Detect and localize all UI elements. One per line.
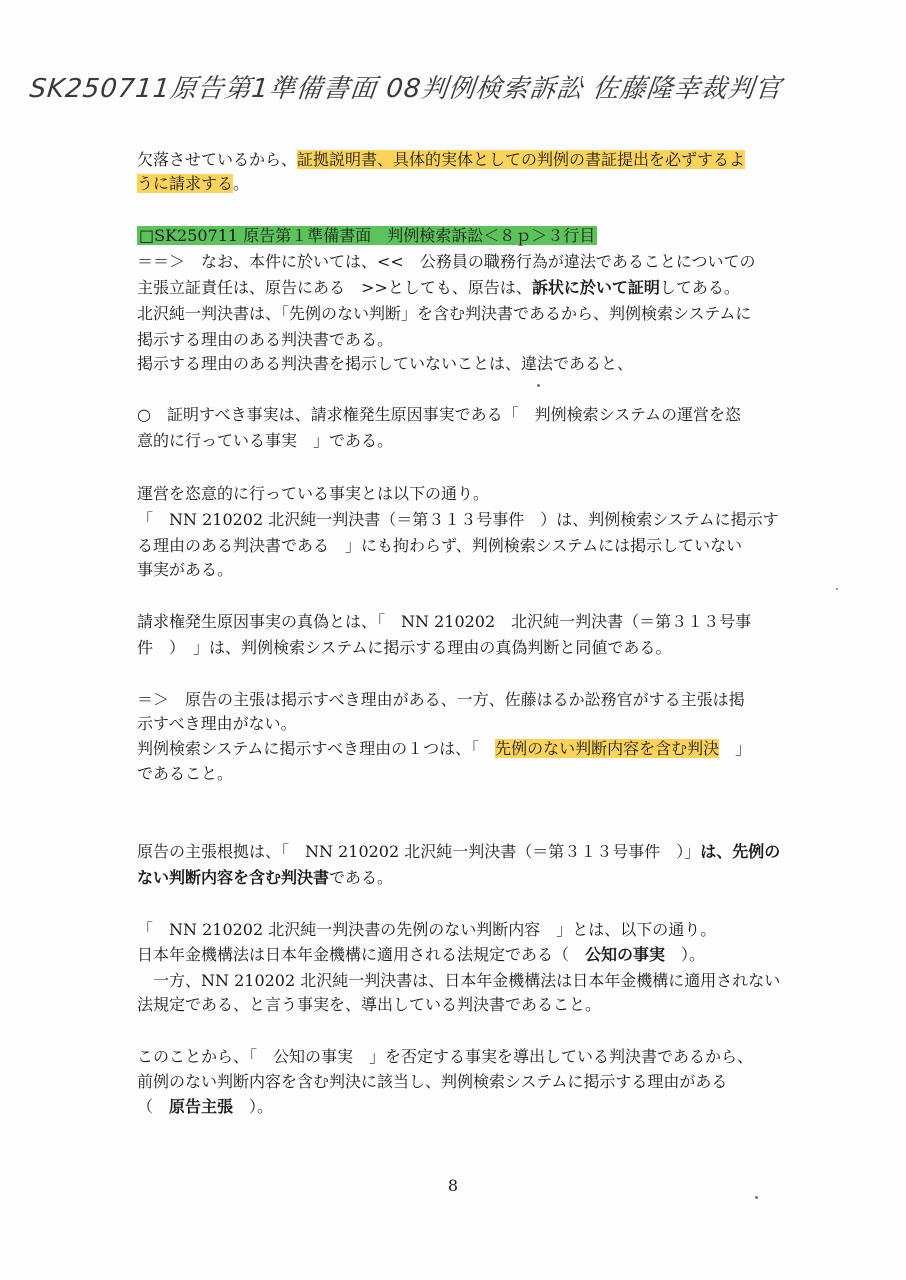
highlighted-text: うに請求する xyxy=(137,174,234,193)
body-line: ない判断内容を含む判決書である。 xyxy=(137,868,394,887)
body-line: ＝＞ 原告の主張は掲示すべき理由がある、一方、佐藤はるか訟務官がする主張は掲 xyxy=(137,690,745,709)
body-line: 示すべき理由がない。 xyxy=(137,714,297,733)
page-number: 8 xyxy=(447,1176,459,1195)
body-line: 判例検索システムに掲示すべき理由の１つは、「 先例のない判断内容を含む判決 」 xyxy=(137,739,752,758)
body-line: ○ 証明すべき事実は、請求権発生原因事実である「 判例検索システムの運営を恣 xyxy=(137,405,742,424)
body-line: 請求権発生原因事実の真偽とは、「 NN 210202 北沢純一判決書（＝第３１３号事 xyxy=(137,612,752,631)
section-heading xyxy=(137,224,837,248)
body-line: 原告の主張根拠は、「 NN 210202 北沢純一判決書（＝第３１３号事件 ）」は、先例の xyxy=(137,842,781,861)
highlighted-text: 証拠説明書、具体的実体としての判例の書証提出を必ずするよ xyxy=(297,150,746,169)
bold-text: は、先例の xyxy=(700,842,781,861)
body-line: 北沢純一判決書は、「先例のない判断」を含む判決書であるから、判例検索システムに xyxy=(137,304,752,323)
body-line: 運営を恣意的に行っている事実とは以下の通り。 xyxy=(137,484,490,503)
body-line: うに請求する。 xyxy=(137,174,250,193)
handwritten-title: SK250711原告第1準備書面 08判例検索訴訟 佐藤隆幸裁判官 xyxy=(28,74,784,104)
body-line: 「 NN 210202 北沢純一判決書（＝第３１３号事件 ）は、判例検索システムに掲示す xyxy=(137,510,779,529)
body-line: であること。 xyxy=(137,764,234,783)
body-line: 主張立証責任は、原告にある >>としても、原告は、訴状に於いて証明してある。 xyxy=(137,278,740,297)
body-line: る理由のある判決書である 」にも拘わらず、判例検索システムには掲示していない xyxy=(137,536,743,555)
body-line: 欠落させているから、証拠説明書、具体的実体としての判例の書証提出を必ずするよ xyxy=(137,150,746,169)
body-line: ＝＝＞ なお、本件に於いては、<< 公務員の職務行為が違法であることについての xyxy=(137,252,756,271)
scan-speck xyxy=(537,384,540,387)
body-line: （ 原告主張 ）。 xyxy=(137,1097,274,1116)
scan-speck xyxy=(755,1196,758,1199)
body-line: 意的に行っている事実 」である。 xyxy=(137,431,394,450)
body-line: 日本年金機構法は日本年金機構に適用される法規定である（ 公知の事実 ）。 xyxy=(137,945,706,964)
bold-text: 訴状に於いて証明 xyxy=(531,278,660,297)
highlighted-text: 先例のない判断内容を含む判決 xyxy=(495,739,720,758)
body-line: 法規定である、と言う事実を、導出している判決書であること。 xyxy=(137,995,602,1014)
body-line: 掲示する理由のある判決書である。 xyxy=(137,330,394,349)
green-highlighted-heading: □SK250711 原告第１準備書面 判例検索訴訟＜８ｐ＞３行目 xyxy=(139,226,596,245)
bold-text: ない判断内容を含む判決書 xyxy=(137,868,330,887)
scan-speck xyxy=(836,588,838,590)
bold-text: 原告主張 xyxy=(169,1097,234,1116)
body-line: 掲示する理由のある判決書を掲示していないことは、違法であると、 xyxy=(137,354,634,373)
bold-text: 公知の事実 xyxy=(585,945,666,964)
body-line: 件 ） 」は、判例検索システムに掲示する理由の真偽判断と同値である。 xyxy=(137,638,672,657)
body-line: 一方、NN 210202 北沢純一判決書は、日本年金機構法は日本年金機構に適用されない xyxy=(137,971,781,990)
body-line: このことから、「 公知の事実 」を否定する事実を導出している判決書であるから、 xyxy=(137,1047,754,1066)
body-line: 事実がある。 xyxy=(137,560,234,579)
body-line: 「 NN 210202 北沢純一判決書の先例のない判断内容 」とは、以下の通り。 xyxy=(137,920,717,939)
body-line: 前例のない判断内容を含む判決に該当し、判例検索システムに掲示する理由がある xyxy=(137,1072,728,1091)
